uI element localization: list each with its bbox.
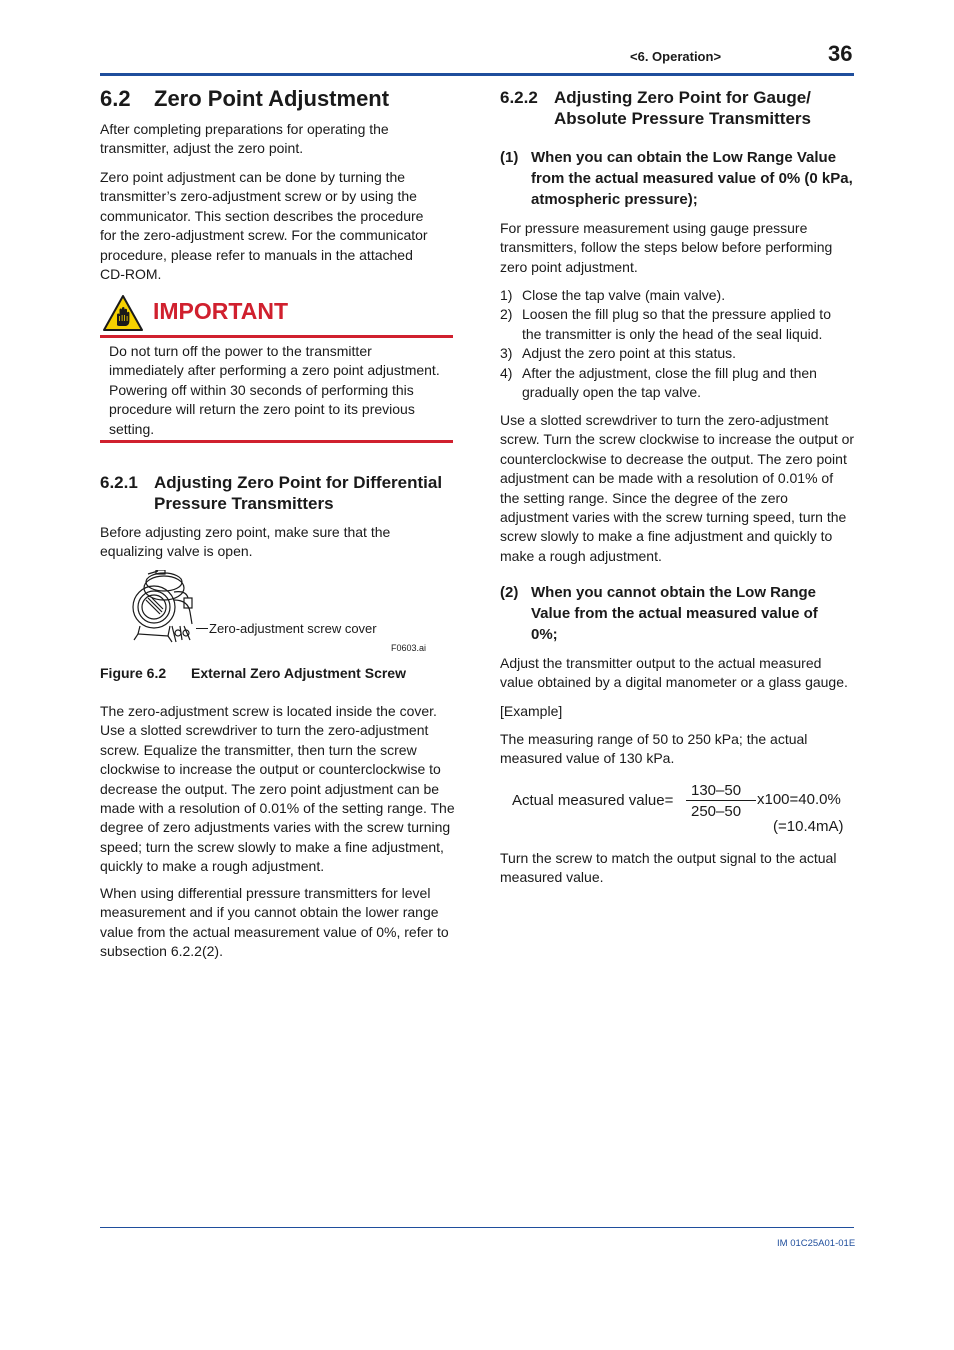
subsection-title: Adjusting Zero Point for Gauge/ Absolute Pressure Transmitters xyxy=(554,88,811,128)
formula-denominator: 250–50 xyxy=(691,803,742,820)
slotted-screwdriver-paragraph: Use a slotted screwdriver to turn the zero-adjustment screw. Turn the screw clockwise to increase the output or counterclockwise to decrease the output. The zero point adjustment can be made with a resolution of 0.01% of the setting range. Since the degree of the zero adjustment varies with the screw turning speed, turn the screw slowly to make a fine adjustment and quickly to make a rough adjustment. xyxy=(500,412,855,564)
subsection-title: Adjusting Zero Point for Differential Pressure Transmitters xyxy=(154,473,443,513)
case-title: When you cannot obtain the Low Range Value from the actual measured value of 0%; xyxy=(531,584,818,643)
footer-doc-id: IM 01C25A01-01E xyxy=(777,1238,856,1249)
page-number: 36 xyxy=(828,41,853,66)
step-text: Loosen the fill plug so that the pressure applied to the transmitter is only the head of the seal liquid. xyxy=(522,306,831,342)
case-number: (2) xyxy=(500,584,519,601)
important-label: IMPORTANT xyxy=(153,298,289,324)
step-text: Adjust the zero point at this status. xyxy=(522,345,737,362)
step-number: 3) xyxy=(500,345,513,362)
transmitter-illustration xyxy=(128,570,202,644)
step-item xyxy=(500,344,854,363)
step-item xyxy=(500,364,854,403)
case-1-heading xyxy=(500,147,854,210)
header-rule xyxy=(100,73,854,76)
case-number: (1) xyxy=(500,149,519,166)
figure-caption xyxy=(100,665,406,681)
step-number: 4) xyxy=(500,364,513,381)
step-text: Close the tap valve (main valve). xyxy=(522,287,726,303)
example-label: [Example] xyxy=(500,703,563,719)
callout-line xyxy=(196,628,208,629)
important-text: Do not turn off the power to the transmitter immediately after performing a zero point adjustment. Powering off within 30 seconds of performing this procedure will return the zero point to its previous setting. xyxy=(109,343,440,437)
formula-numerator: 130–50 xyxy=(691,782,742,799)
warning-hand-icon xyxy=(102,294,144,332)
section-title: Zero Point Adjustment xyxy=(154,86,390,111)
step-item xyxy=(500,286,854,305)
footer-rule xyxy=(100,1227,854,1228)
figure-number: Figure 6.2 xyxy=(100,665,167,681)
step-number: 1) xyxy=(500,287,513,303)
section-number: 6.2 xyxy=(100,86,131,111)
formula-lhs: Actual measured value= xyxy=(512,792,674,809)
screw-paragraph: The zero-adjustment screw is located inside the cover. Use a slotted screwdriver to turn the zero-adjustment screw. Equalize the transmitter, then turn the screw clockwise to increase the output or counterclockwise to decrease the output. The zero point adjustment can be made with a resolution of 0.01% of the setting range. The degree of zero adjustments varies with the screw turning speed; turn the screw slowly to make a fine adjustment, quickly to make a rough adjustment. xyxy=(100,703,455,875)
closing-paragraph: Turn the screw to match the output signal to the actual measured value. xyxy=(500,850,837,886)
figure-title: External Zero Adjustment Screw xyxy=(191,665,406,681)
figure-file-id: F0603.ai xyxy=(391,643,427,653)
gauge-intro-paragraph: For pressure measurement using gauge pressure transmitters, follow the steps below before performing zero point adjustment. xyxy=(500,220,833,275)
formula-rhs: x100=40.0% xyxy=(757,791,841,808)
intro-paragraph-2: Zero point adjustment can be done by turning the transmitter’s zero-adjustment screw or by using the communicator. This section describes the procedure for the zero-adjustment screw. For the communicator procedure, please refer to manuals in the attached CD-ROM. xyxy=(100,169,428,283)
fraction-bar xyxy=(686,800,756,801)
section-6-2-heading xyxy=(100,86,390,112)
section-6-2-1-heading xyxy=(100,472,455,514)
step-number: 2) xyxy=(500,306,513,323)
procedure-steps xyxy=(500,286,854,402)
subsection-number: 6.2.1 xyxy=(100,473,138,492)
section-6-2-2-heading xyxy=(500,87,854,129)
intro-paragraph-1: After completing preparations for operating the transmitter, adjust the zero point. xyxy=(100,121,389,157)
equalizing-paragraph: Before adjusting zero point, make sure that the equalizing valve is open. xyxy=(100,524,391,560)
formula-note: (=10.4mA) xyxy=(773,818,844,835)
case-2-heading xyxy=(500,582,854,645)
important-bottom-rule xyxy=(100,440,453,443)
example-paragraph: The measuring range of 50 to 250 kPa; the actual measured value of 130 kPa. xyxy=(500,731,808,767)
adjust-output-paragraph: Adjust the transmitter output to the actual measured value obtained by a digital manometer or a glass gauge. xyxy=(500,655,848,691)
step-text: After the adjustment, close the fill plug and then gradually open the tap valve. xyxy=(522,364,817,401)
important-top-rule xyxy=(100,335,453,338)
subsection-number: 6.2.2 xyxy=(500,88,538,107)
figure-callout: Zero-adjustment screw cover xyxy=(209,621,377,636)
step-item xyxy=(500,305,854,344)
case-title: When you can obtain the Low Range Value from the actual measured value of 0% (0 kPa, atmospheric pressure); xyxy=(531,149,853,208)
level-measurement-paragraph: When using differential pressure transmitters for level measurement and if you cannot obtain the lower range value from the actual measurement value of 0%, refer to subsection 6.2.2(2). xyxy=(100,885,449,960)
header-section: <6. Operation> xyxy=(630,49,722,64)
